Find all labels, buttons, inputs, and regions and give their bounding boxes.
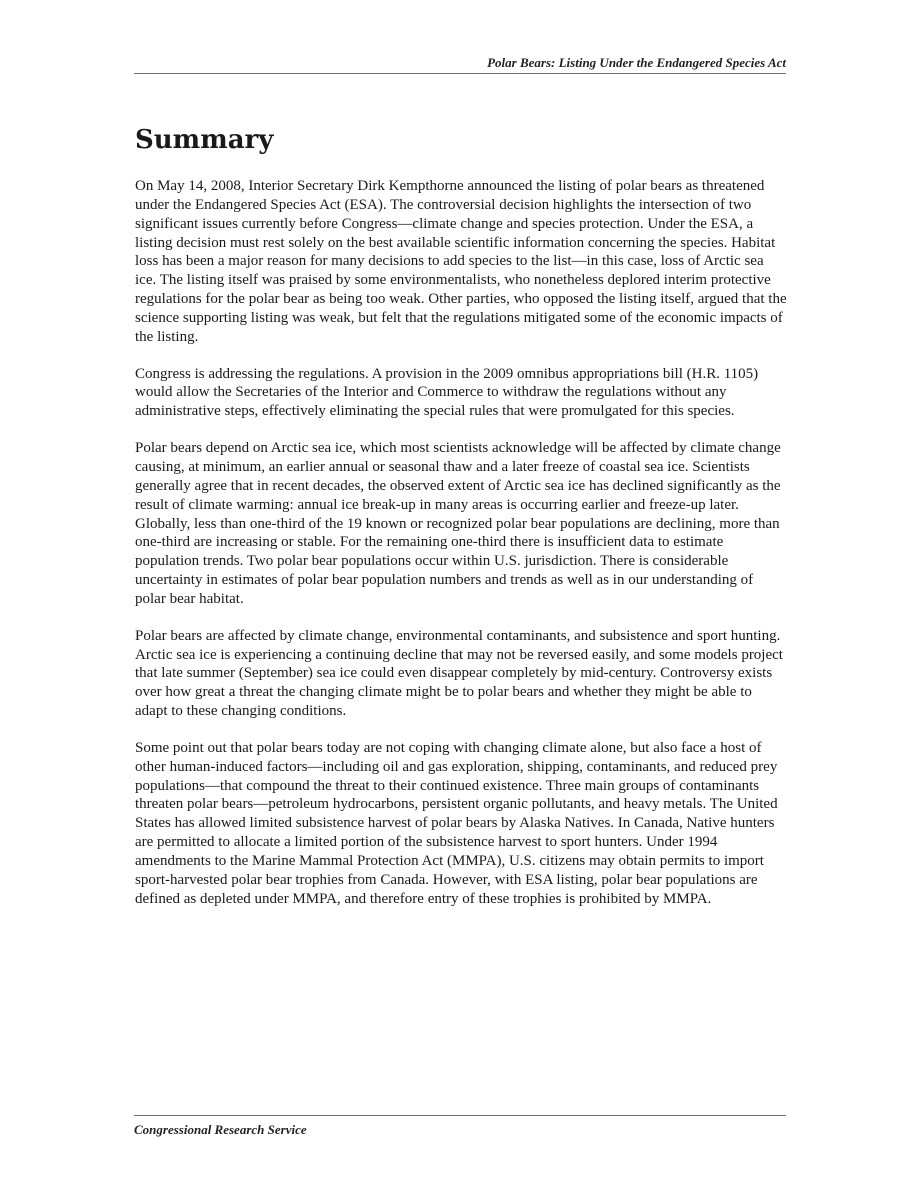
footer-organization: Congressional Research Service: [134, 1122, 307, 1137]
summary-body: [135, 177, 787, 927]
running-header: [134, 54, 786, 74]
summary-paragraph: Congress is addressing the regulations. A provision in the 2009 omnibus appropriations bill (H.R. 1105) would allow the Secretaries of the Interior and Commerce to withdraw the regulations without any administrative steps, effectively eliminating the special rules that were promulgated for this species.: [135, 365, 759, 420]
summary-paragraph: On May 14, 2008, Interior Secretary Dirk Kempthorne announced the listing of polar bears as threatened under the Endangered Species Act (ESA). The controversial decision highlights the intersection of two significant issues currently before Congress—climate change and species protection. Under the ESA, a listing decision must rest solely on the best available scientific information concerning the species. Habitat loss has been a major reason for many decisions to add species to the list—in this case, loss of Arctic sea ice. The listing itself was praised by some environmentalists, who nonetheless deplored interim protective regulations for the polar bear as being too weak. Other parties, who opposed the listing itself, argued that the science supporting listing was weak, but felt that the regulations mitigated some of the economic impacts of the listing.: [135, 178, 787, 345]
running-footer: [134, 1115, 786, 1139]
summary-paragraph: Polar bears are affected by climate change, environmental contaminants, and subsistence and sport hunting. Arctic sea ice is experiencing a continuing decline that may not be reversed easily, and some models project that late summer (September) sea ice could even disappear completely by mid-century. Controversy exists over how great a threat the changing climate might be to polar bears and whether they might be able to adapt to these changing conditions.: [135, 627, 783, 720]
summary-paragraph: Polar bears depend on Arctic sea ice, which most scientists acknowledge will be affected by climate change causing, at minimum, an earlier annual or seasonal thaw and a later freeze of coastal sea ice. Scientists generally agree that in recent decades, the observed extent of Arctic sea ice has declined significantly as the result of climate warming: annual ice break-up in many areas is occurring earlier and freeze-up later. Globally, less than one-third of the 19 known or recognized polar bear populations are declining, more than one-third are increasing or stable. For the remaining one-third there is insufficient data to estimate population trends. Two polar bear populations occur within U.S. jurisdiction. There is considerable uncertainty in estimates of polar bear population numbers and trends as well as in our understanding of polar bear habitat.: [135, 440, 781, 607]
page-title: Summary: [135, 125, 274, 155]
running-header-title: Polar Bears: Listing Under the Endangered Species Act: [487, 55, 786, 70]
summary-paragraph: Some point out that polar bears today are not coping with changing climate alone, but also face a host of other human-induced factors—including oil and gas exploration, shipping, contaminants, and reduced prey populations—that compound the threat to their continued existence. Three main groups of contaminants threaten polar bears—petroleum hydrocarbons, persistent organic pollutants, and heavy metals. The United States has allowed limited subsistence harvest of polar bears by Alaska Natives. In Canada, Native hunters are permitted to allocate a limited portion of the subsistence harvest to sport hunters. Under 1994 amendments to the Marine Mammal Protection Act (MMPA), U.S. citizens may obtain permits to import sport-harvested polar bear trophies from Canada. However, with ESA listing, polar bear populations are defined as depleted under MMPA, and therefore entry of these trophies is prohibited by MMPA.: [135, 739, 778, 907]
